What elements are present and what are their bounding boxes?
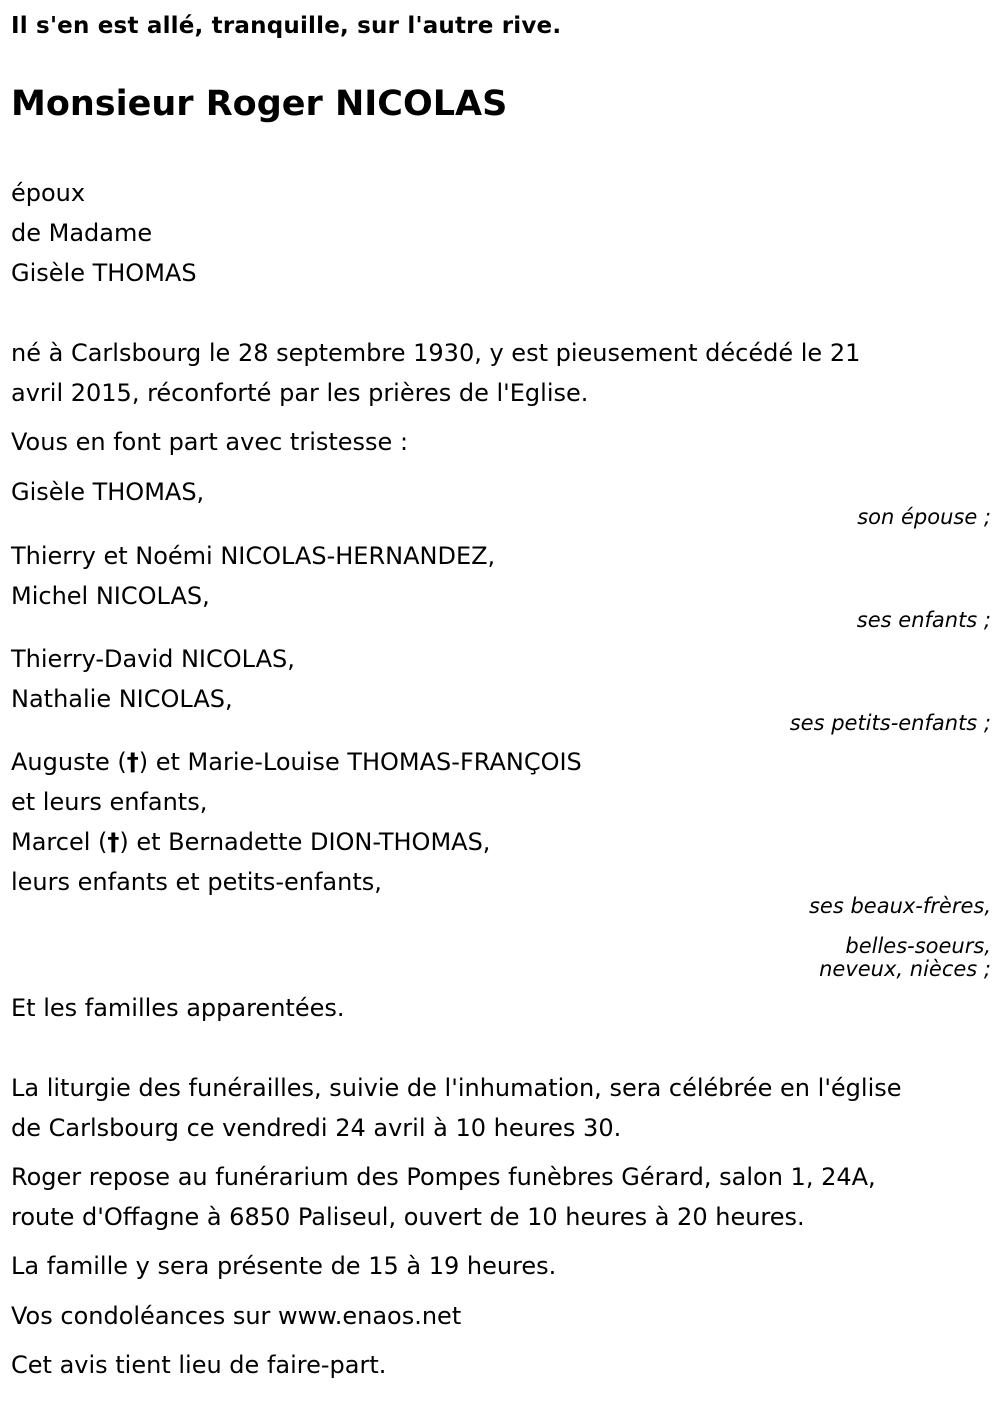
family-inlaw-line-1	[11, 747, 582, 777]
deceased-name: Monsieur Roger NICOLAS	[11, 84, 508, 124]
inlaw-3-post: ) et Bernadette DION-THOMAS,	[119, 828, 491, 856]
family-inlaw-line-4: leurs enfants et petits-enfants,	[11, 868, 382, 896]
repose-line-2: route d'Offagne à 6850 Paliseul, ouvert de 10 heures à 20 heures.	[11, 1203, 805, 1231]
spouse-line-1: époux	[11, 179, 86, 207]
family-inlaws-role-3: neveux, nièces ;	[819, 957, 991, 981]
family-child-1: Thierry et Noémi NICOLAS-HERNANDEZ,	[11, 542, 496, 570]
family-grandchildren-role: ses petits-enfants ;	[789, 711, 991, 735]
family-spouse-role: son épouse ;	[857, 505, 991, 529]
spouse-line-2: de Madame	[11, 219, 153, 247]
family-grandchild-1: Thierry-David NICOLAS,	[11, 645, 295, 673]
funeral-line-1: La liturgie des funérailles, suivie de l'inhumation, sera célébrée en l'église	[11, 1074, 902, 1102]
family-inlaws-role-2: belles-soeurs,	[845, 934, 991, 958]
family-inlaw-line-2: et leurs enfants,	[11, 788, 208, 816]
family-child-2: Michel NICOLAS,	[11, 582, 210, 610]
family-children-role: ses enfants ;	[856, 608, 991, 632]
condolences-text: Vos condoléances sur www.enaos.net	[11, 1302, 462, 1330]
cross-icon: †	[107, 828, 120, 856]
birth-death-line-2: avril 2015, réconforté par les prières de l'Eglise.	[11, 379, 589, 407]
cross-icon: †	[126, 748, 139, 776]
repose-line-1: Roger repose au funérarium des Pompes funèbres Gérard, salon 1, 24A,	[11, 1163, 876, 1191]
announce-text: Vous en font part avec tristesse :	[11, 428, 409, 456]
inlaw-3-pre: Marcel (	[11, 828, 108, 856]
funeral-line-2: de Carlsbourg ce vendredi 24 avril à 10 heures 30.	[11, 1114, 622, 1142]
birth-death-line-1: né à Carlsbourg le 28 septembre 1930, y est pieusement décédé le 21	[11, 339, 861, 367]
family-spouse-name: Gisèle THOMAS,	[11, 478, 205, 506]
notice-text: Cet avis tient lieu de faire-part.	[11, 1351, 387, 1379]
relatives-text: Et les familles apparentées.	[11, 994, 345, 1022]
spouse-line-3: Gisèle THOMAS	[11, 259, 197, 287]
family-inlaws-role-1: ses beaux-frères,	[808, 894, 991, 918]
motto: Il s'en est allé, tranquille, sur l'autre rive.	[11, 13, 562, 39]
family-inlaw-line-3	[11, 827, 490, 857]
family-presence-text: La famille y sera présente de 15 à 19 heures.	[11, 1252, 557, 1280]
inlaw-1-post: ) et Marie-Louise THOMAS-FRANÇOIS	[138, 748, 582, 776]
family-grandchild-2: Nathalie NICOLAS,	[11, 685, 233, 713]
inlaw-1-pre: Auguste (	[11, 748, 127, 776]
